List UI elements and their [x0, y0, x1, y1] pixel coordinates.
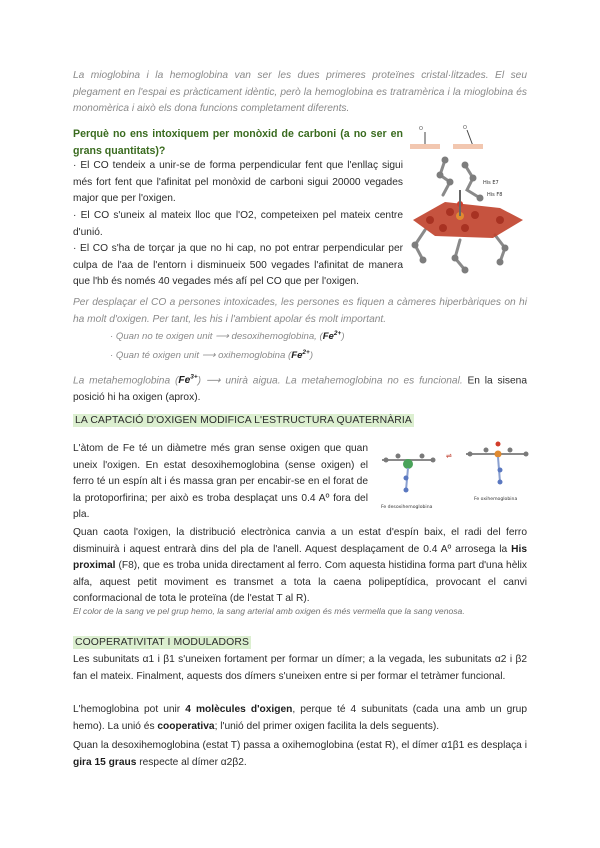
- fe-symbol: Fe: [291, 350, 303, 362]
- fe-symbol: Fe: [322, 331, 334, 343]
- iron-state-item-1: [110, 330, 345, 342]
- svg-text:O: O: [463, 125, 467, 131]
- q-p2-a: Quan caota l'oxigen, la distribució electrònica canvia a un estat d'espín baix, el radi del ferro disminuirà i aquest entrarà dins del pla de l'anell. Aquest desplaçament de 0.4 Aº arrosega la: [73, 527, 527, 555]
- intro-paragraph: La mioglobina i la hemoglobina van ser les dues primeres proteïnes cristal·litzades. El seu plegament en l'espai es pràcticament idèntic, però la hemoglobina es tratramèrica i la mioglobina és monomèrica i això els dona funcions completament diferents.: [73, 70, 527, 115]
- coop-p3-c: respecte al dímer α2β2.: [136, 756, 247, 768]
- four-oxygen-molecules: 4 molècules d'oxigen: [185, 704, 293, 715]
- iron-displacement-diagram-icon: [378, 432, 530, 514]
- coop-heading: [73, 637, 251, 648]
- iron-state-1-text: · Quan no te oxigen unit ⟶ desoxihemoglobina, (: [110, 331, 323, 343]
- coop-p3-a: Quan la desoxihemoglobina (estat T) passa a oxihemoglobina (estat R), el dímer α1β1 es desplaça i: [73, 740, 527, 751]
- quaternary-paragraph-1: L'àtom de Fe té un diàmetre més gran sense oxigen que quan uneix l'oxigen. En estat desoxihemoglobina (sense oxigen) el ferro té un espín alt i és massa gran per encabir-se en el forat de la protoporfirina; per això es troba desplaçat uns 0.4 Aº fora del pla.: [73, 443, 368, 521]
- coop-paragraph-2: [73, 702, 527, 735]
- close-paren: ): [341, 331, 345, 343]
- quaternary-heading-text: LA CAPTACIÓ D'OXIGEN MODIFICA L'ESTRUCTURA QUATERNÀRIA: [75, 415, 412, 426]
- svg-text:O: O: [419, 126, 423, 132]
- his-proximal: His proximal: [73, 543, 527, 572]
- q-p2-c: (F8), que es troba unida directament al ferro. Com aquesta histidina forma part d'una hèlix alfa, aquest petit moviment es transmet a tota la caena polipeptídica, provocant el canvi conformacional de tota le proteïna (de l'estat T al R).: [73, 560, 527, 605]
- co-bullet-1: · El CO tendeix a unir-se de forma perpendicular fent que l'enllaç sigui més fort fent que l'afinitat pel monòxid de carboni sigui 20000 vegades major que per l'oxigen.: [73, 160, 403, 205]
- fe-charge: 2+: [302, 349, 310, 356]
- his-e7-label: His E7: [483, 180, 499, 186]
- fe-charge: 2+: [333, 330, 342, 337]
- fig-caption-left: Fe desoxihemoglobina: [381, 505, 433, 510]
- fe-symbol: Fe: [178, 375, 191, 387]
- co-displace-paragraph: Per desplaçar el CO a persones intoxicades, les persones es fiquen a càmeres hiperbàriques on hi ha molt d'oxigen. Per tant, les his i l'ambient apolar és molt important.: [73, 297, 527, 325]
- fig-caption-right: Fe oxihemoglobina: [474, 497, 518, 502]
- quaternary-paragraph-2: [73, 525, 527, 608]
- coop-p2-a: L'hemoglobina pot unir: [73, 704, 186, 715]
- iron-state-item-2: [110, 349, 313, 361]
- quaternary-heading: [73, 415, 414, 426]
- coop-paragraph-3: [73, 738, 527, 771]
- blood-color-note: El color de la sang ve pel grup hemo, la sang arterial amb oxigen és més vermella que la sang venosa.: [73, 606, 465, 616]
- heme-molecular-model-icon: [405, 120, 530, 285]
- svg-text:⇌: ⇌: [446, 452, 452, 460]
- coop-p2-c: , perque té 4 subunitats (cada una amb un grup hemo). La unió és: [73, 704, 527, 732]
- meta-text-c: En la sisena posició hi ha oxigen (aprox).: [73, 375, 527, 403]
- co-bullet-3: · El CO s'ha de torçar ja que no hi cap, no pot entrar perpendicular per culpa de l'aa de l'entorn i disminueix 500 vegades l'afinitat de manera que l'hb és només 40 vegades més afí pel CO que per l'oxigen.: [73, 243, 403, 288]
- heme-co-figure: [405, 120, 530, 285]
- coop-p2-e: ; l'unió del primer oxigen facilita la dels seguents).: [214, 720, 440, 732]
- co-heading: Perquè no ens intoxiquem per monòxid de carboni (a no ser en grans quantitats)?: [73, 128, 403, 157]
- fe3-charge: 3+: [190, 374, 198, 381]
- coop-paragraph-1: Les subunitats α1 i β1 s'uneixen fortament per formar un dímer; a la vegada, les subunitats α2 i β2 fan el mateix. Finalment, aquests dos dímers s'uneixen entre si per formar el tetràmer funcional.: [73, 654, 527, 682]
- close-paren: ): [309, 350, 314, 362]
- iron-state-2-text: · Quan té oxigen unit ⟶ oxihemoglobina (: [110, 350, 292, 362]
- meta-text-a: La metahemoglobina (: [73, 375, 179, 387]
- cooperativa: cooperativa: [157, 720, 215, 732]
- meta-text-b: ) ⟶ unirà aigua. La metahemoglobina no es funcional.: [197, 375, 463, 387]
- iron-displacement-figure: [378, 432, 530, 514]
- rotation-15-degrees: gira 15 graus: [73, 756, 137, 768]
- coop-heading-text: COOPERATIVITAT I MODULADORS: [75, 637, 249, 648]
- co-bullet-2: · El CO s'uneix al mateix lloc que l'O2, competeixen pel mateix centre d'unió.: [73, 210, 403, 238]
- metahemoglobin-paragraph: [73, 370, 527, 407]
- his-f8-label: His F8: [487, 192, 503, 198]
